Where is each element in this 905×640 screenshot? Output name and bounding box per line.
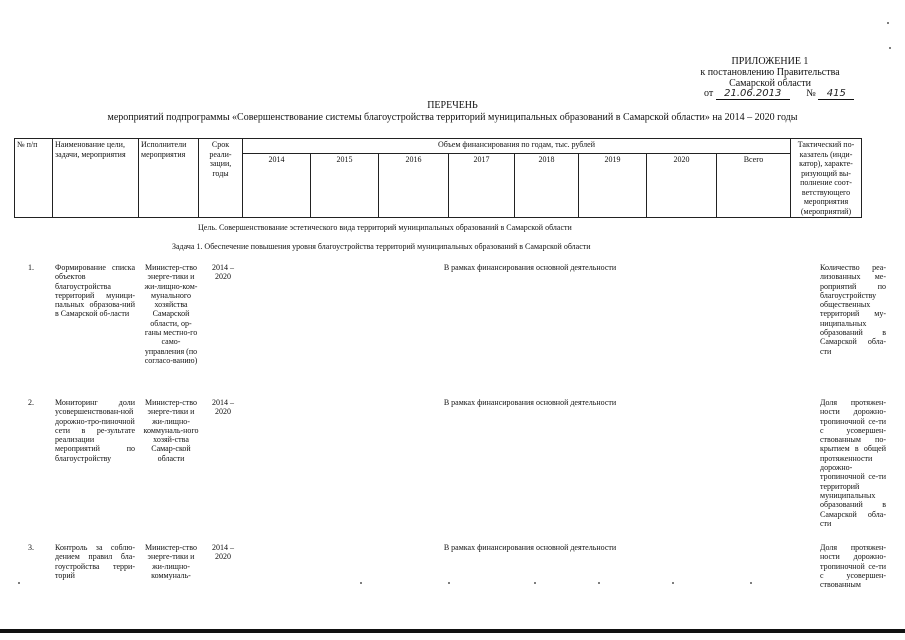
header-year-total: Всего (717, 154, 791, 218)
resolution-date-line (704, 88, 854, 100)
scan-speck (598, 582, 600, 584)
scan-edge (0, 629, 905, 633)
scan-speck (889, 47, 891, 49)
header-col-term: Срок реали-зации, годы (199, 139, 243, 218)
row-indicator: Количество реа-лизованных ме-роприятий по благоустройству общественных территорий му-ниципальных образований в Самарской обла-сти (820, 263, 886, 356)
row-name: Формирование списка объектов благоустройства территорий муници-пальных образова-ний в Самарской об-ласти (55, 263, 135, 319)
title-main: ПЕРЕЧЕНЬ (427, 100, 478, 111)
scan-speck (750, 582, 752, 584)
scan-speck (360, 582, 362, 584)
row-number: 2. (28, 398, 34, 407)
row-indicator: Доля протяжен-ности дорожно-тропиночной се-ти с усовершен-ствованным (820, 543, 886, 590)
row-term: 2014 – 2020 (212, 263, 234, 282)
appendix-label: ПРИЛОЖЕНИЕ 1 (731, 56, 809, 67)
title-subtitle: мероприятий подпрограммы «Совершенствование системы благоустройства территорий муниципальных образований в Самарской области» на 2014 – 2020 годы (107, 112, 798, 123)
table-header (14, 138, 862, 218)
row-indicator: Доля протяжен-ности дорожно-тропиночной се-ти с усовершен-ствованным по-крытием в общей протяженности дорожно-тропиночной се-ти территорий муниципальных образований в Самарской обла-сти (820, 398, 886, 528)
header-year: 2020 (647, 154, 717, 218)
header-year: 2018 (515, 154, 579, 218)
row-term: 2014 – 2020 (212, 398, 234, 417)
resolution-date: 21.06.2013 (716, 88, 790, 100)
resolution-number: 415 (818, 88, 854, 100)
scan-speck (672, 582, 674, 584)
scan-speck (887, 22, 889, 24)
row-number: 1. (28, 263, 34, 272)
row-executors: Министер-ство энерге-тики и жи-лищно-ком-мунального хозяйства Самарской области, ор-ганы местно-го само-управления (по согласо-ванию) (144, 263, 198, 365)
document-title (0, 100, 905, 124)
header-col-executors: Исполнители мероприятия (139, 139, 199, 218)
region-label: Самарской области (729, 78, 811, 89)
header-year: 2015 (311, 154, 379, 218)
goal-line: Цель. Совершенствование эстетического вида территорий муниципальных образований в Самарской области (198, 223, 572, 232)
row-executors: Министер-ство энерге-тики и жи-лищно-коммуналь-ного хозяй-ства Самар-ской области (143, 398, 199, 463)
row-term: 2014 – 2020 (212, 543, 234, 562)
row-executors: Министер-ство энерге-тики и жи-лищно-коммуналь- (145, 543, 197, 580)
number-label: № (806, 88, 816, 99)
row-financing: В рамках финансирования основной деятельности (443, 263, 617, 272)
row-financing: В рамках финансирования основной деятельности (443, 543, 617, 552)
resolution-label: к постановлению Правительства (700, 67, 840, 78)
task-line: Задача 1. Обеспечение повышения уровня благоустройства территорий муниципальных образований в Самарской области (172, 242, 591, 251)
header-year: 2017 (449, 154, 515, 218)
scan-speck (448, 582, 450, 584)
scan-speck (534, 582, 536, 584)
row-financing: В рамках финансирования основной деятельности (443, 398, 617, 407)
header-col-number: № п/п (15, 139, 53, 218)
row-name: Мониторинг доли усовершенствован-ной дорожно-тро-пиночной сети в ре-зультате реализации мероприятий по благоустройству (55, 398, 135, 463)
header-year: 2016 (379, 154, 449, 218)
header-col-financing: Объем финансирования по годам, тыс. рублей (243, 139, 791, 154)
header-year: 2014 (243, 154, 311, 218)
scan-speck (18, 582, 20, 584)
header-col-name: Наименование цели, задачи, мероприятия (53, 139, 139, 218)
from-label: от (704, 88, 714, 99)
header-year: 2019 (579, 154, 647, 218)
header-col-indicator: Тактический по-казатель (инди-катор), характе-ризующий вы-полнение соот-ветствующего мероприятия (мероприятий) (791, 139, 862, 218)
row-number: 3. (28, 543, 34, 552)
row-name: Контроль за соблю-дением правил бла-гоустройства терри-торий (55, 543, 135, 580)
appendix-header (640, 56, 900, 89)
